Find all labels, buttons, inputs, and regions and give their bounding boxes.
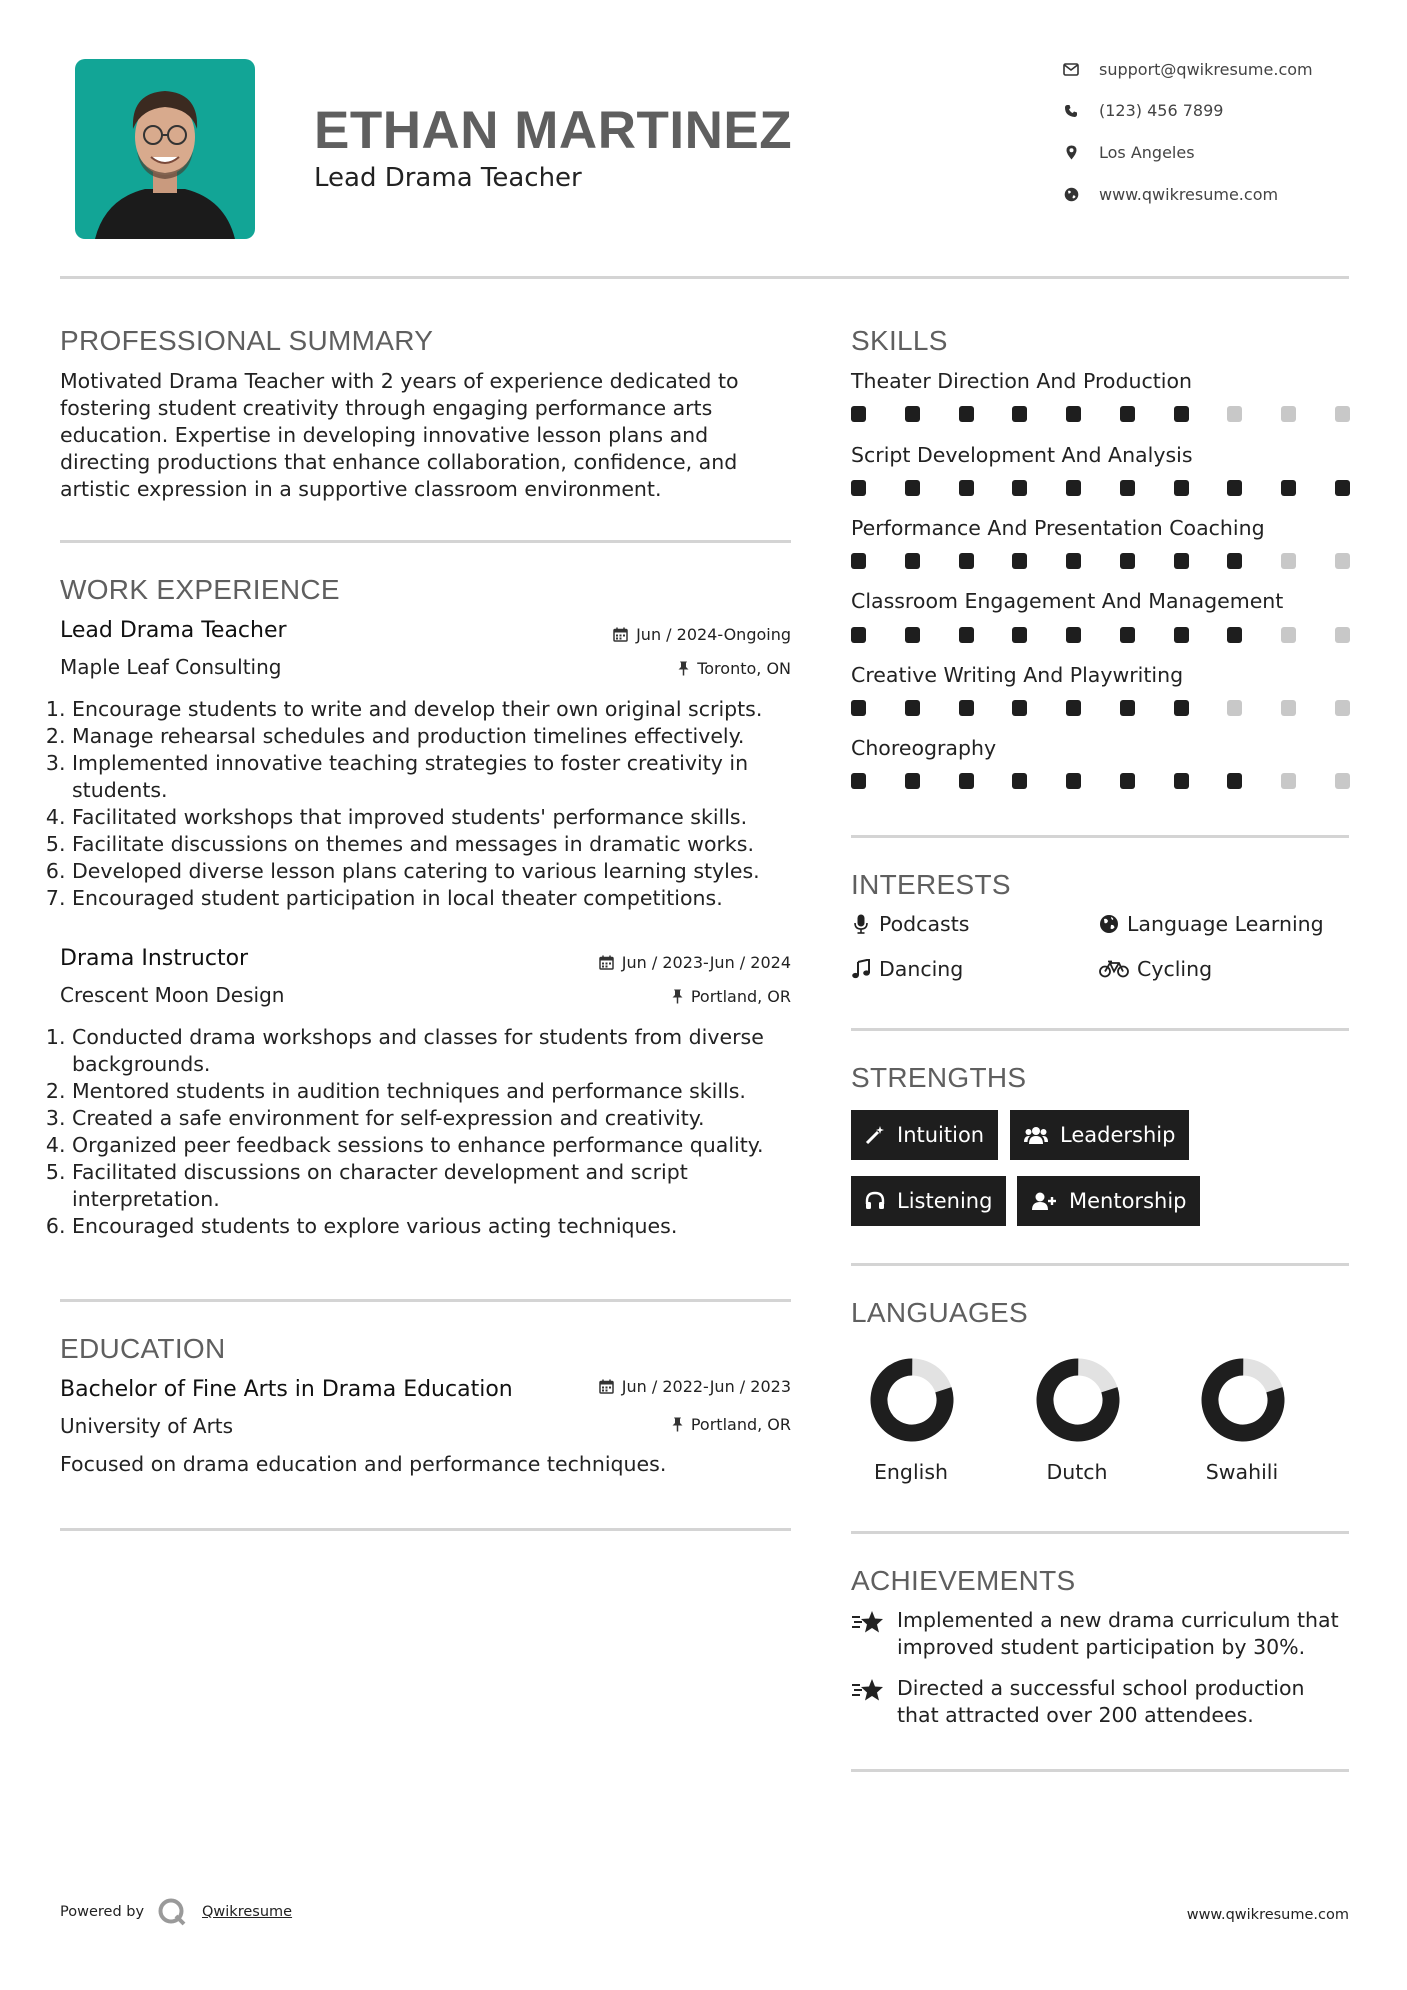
skill-dot-filled: [959, 627, 974, 643]
contact-phone-text: (123) 456 7899: [1099, 101, 1224, 120]
strength-label: Listening: [897, 1189, 993, 1213]
calendar-icon: [599, 955, 614, 970]
education-dates: [599, 1377, 791, 1396]
language-label: Swahili: [1205, 1460, 1279, 1484]
skills-divider: [851, 835, 1349, 838]
skill-dot-filled: [905, 480, 920, 496]
skill-dot-empty: [1335, 700, 1350, 716]
list-item: 3. Implemented innovative teaching strategies to foster creativity in students.: [72, 750, 792, 804]
languages-title: LANGUAGES: [851, 1297, 1028, 1328]
contact-email-text: support@qwikresume.com: [1099, 60, 1313, 79]
skill-label: Script Development And Analysis: [851, 443, 1193, 467]
skill-dot-filled: [851, 406, 866, 422]
skill-dot-filled: [1120, 553, 1135, 569]
job-1-location-text: Toronto, ON: [697, 659, 791, 678]
skill-dot-empty: [1335, 553, 1350, 569]
skill-dot-filled: [1012, 700, 1027, 716]
experience-title: WORK EXPERIENCE: [60, 574, 340, 605]
education-school: University of Arts: [60, 1414, 234, 1438]
achievements-divider: [851, 1769, 1349, 1772]
contact-website-text: www.qwikresume.com: [1099, 185, 1279, 204]
interest-dancing: [851, 957, 963, 981]
list-item: 4. Facilitated workshops that improved students' performance skills.: [72, 804, 792, 831]
job-1-title: Lead Drama Teacher: [60, 618, 287, 643]
skill-rating: [851, 627, 1350, 643]
pushpin-icon: [678, 661, 689, 676]
skill-dot-filled: [905, 627, 920, 643]
skill-dot-filled: [851, 773, 866, 789]
education-divider: [60, 1528, 791, 1531]
list-item: 6. Developed diverse lesson plans catering to various learning styles.: [72, 858, 792, 885]
list-item: 1. Conducted drama workshops and classes for students from diverse backgrounds.: [72, 1024, 792, 1078]
skill-dot-empty: [1335, 406, 1350, 422]
skill-dot-filled: [1227, 627, 1242, 643]
job-1-dates: [613, 625, 791, 644]
microphone-icon: [851, 914, 871, 934]
list-item: 5. Facilitate discussions on themes and messages in dramatic works.: [72, 831, 792, 858]
user-plus-icon: [1031, 1191, 1057, 1211]
skill-dot-filled: [851, 480, 866, 496]
skill-label: Theater Direction And Production: [851, 369, 1193, 393]
skill-label: Classroom Engagement And Management: [851, 589, 1284, 613]
skill-rating: [851, 480, 1350, 496]
achievement-item: [851, 1607, 1351, 1661]
job-2-location-text: Portland, OR: [690, 987, 791, 1006]
job-1-org: Maple Leaf Consulting: [60, 655, 282, 679]
language-ring: [1200, 1357, 1286, 1447]
skill-dot-filled: [1281, 480, 1296, 496]
language-ring-chart: [1200, 1357, 1286, 1443]
summary-divider: [60, 540, 791, 543]
skill-rating: [851, 700, 1350, 716]
skill-dot-filled: [959, 773, 974, 789]
interest-label: Dancing: [879, 957, 964, 981]
calendar-icon: [599, 1379, 614, 1394]
profile-photo: [75, 59, 255, 239]
contact-location-text: Los Angeles: [1099, 143, 1195, 162]
skill-dot-filled: [1066, 773, 1081, 789]
skill-dot-filled: [1174, 480, 1189, 496]
shooting-star-icon: [851, 1609, 885, 1661]
list-item: 1. Encourage students to write and develop their own original scripts.: [72, 696, 792, 723]
job-2-duties: [54, 1024, 792, 1240]
skill-dot-filled: [905, 700, 920, 716]
shooting-star-icon: [851, 1677, 885, 1729]
skill-dot-filled: [1120, 627, 1135, 643]
skill-dot-filled: [1227, 773, 1242, 789]
achievements-title: ACHIEVEMENTS: [851, 1565, 1076, 1596]
contact-email[interactable]: [1063, 60, 1363, 79]
skill-dot-empty: [1281, 700, 1296, 716]
skill-dot-empty: [1335, 627, 1350, 643]
language-ring: [1035, 1357, 1121, 1447]
skill-dot-empty: [1281, 406, 1296, 422]
skill-label: Creative Writing And Playwriting: [851, 663, 1184, 687]
list-item: 2. Manage rehearsal schedules and production timelines effectively.: [72, 723, 792, 750]
skill-dot-filled: [905, 773, 920, 789]
candidate-role: Lead Drama Teacher: [314, 163, 582, 193]
globe-icon: [1063, 187, 1079, 203]
achievement-text: Directed a successful school production that attracted over 200 attendees.: [897, 1676, 1305, 1727]
skill-dot-filled: [1174, 553, 1189, 569]
achievement-text: Implemented a new drama curriculum that improved student participation by 30%.: [897, 1608, 1339, 1659]
skill-dot-filled: [959, 406, 974, 422]
map-pin-icon: [1063, 145, 1079, 161]
skill-dot-filled: [1066, 627, 1081, 643]
interest-podcasts: [851, 912, 969, 936]
skill-dot-filled: [1174, 406, 1189, 422]
skill-dot-empty: [1335, 773, 1350, 789]
list-item: 3. Created a safe environment for self-expression and creativity.: [72, 1105, 792, 1132]
language-ring: [869, 1357, 955, 1447]
interest-cycling: [1099, 957, 1212, 981]
skill-rating: [851, 553, 1350, 569]
contact-phone[interactable]: [1063, 101, 1363, 120]
skill-dot-empty: [1227, 406, 1242, 422]
skill-dot-filled: [851, 700, 866, 716]
job-2-title: Drama Instructor: [60, 946, 249, 971]
languages-divider: [851, 1531, 1349, 1534]
skill-label: Choreography: [851, 736, 997, 760]
candidate-name: ETHAN MARTINEZ: [314, 101, 793, 160]
contact-location: [1063, 143, 1363, 162]
pushpin-icon: [672, 1417, 683, 1432]
education-degree: Bachelor of Fine Arts in Drama Education: [60, 1377, 513, 1402]
interest-label: Cycling: [1137, 957, 1213, 981]
education-title: EDUCATION: [60, 1333, 226, 1364]
education-description: Focused on drama education and performance techniques.: [60, 1452, 667, 1476]
job-2-org: Crescent Moon Design: [60, 983, 285, 1007]
qwikresume-logo-icon: [157, 1897, 187, 1931]
users-icon: [1024, 1125, 1048, 1145]
skill-dot-filled: [1012, 553, 1027, 569]
job-2-location: [672, 987, 791, 1006]
language-ring-chart: [869, 1357, 955, 1443]
music-note-icon: [851, 959, 871, 979]
job-2-dates: [599, 953, 791, 972]
job-2-dates-text: Jun / 2023-Jun / 2024: [621, 953, 791, 972]
language-label: English: [873, 1460, 949, 1484]
skill-dot-filled: [1174, 773, 1189, 789]
strength-chip: [851, 1176, 1006, 1226]
list-item: 6. Encouraged students to explore various acting techniques.: [72, 1213, 792, 1240]
interest-label: Language Learning: [1127, 912, 1324, 936]
strength-label: Mentorship: [1069, 1189, 1187, 1213]
footer-url-link[interactable]: www.qwikresume.com: [1186, 1907, 1349, 1923]
strength-label: Intuition: [897, 1123, 985, 1147]
skill-dot-filled: [1174, 627, 1189, 643]
contact-website[interactable]: [1063, 185, 1363, 204]
strength-chip: [851, 1110, 998, 1160]
skill-dot-empty: [1227, 700, 1242, 716]
skill-dot-filled: [1120, 406, 1135, 422]
skill-dot-filled: [1012, 480, 1027, 496]
skill-dot-filled: [1066, 406, 1081, 422]
achievement-item: [851, 1675, 1351, 1729]
pushpin-icon: [672, 989, 683, 1004]
interests-title: INTERESTS: [851, 869, 1011, 900]
skill-rating: [851, 406, 1350, 422]
list-item: 5. Facilitated discussions on character development and script interpretation.: [72, 1159, 792, 1213]
interest-language-learning: [1099, 912, 1324, 936]
skill-dot-filled: [851, 553, 866, 569]
skill-dot-filled: [1066, 480, 1081, 496]
skill-dot-empty: [1281, 627, 1296, 643]
skill-dot-filled: [959, 700, 974, 716]
skill-dot-filled: [1120, 480, 1135, 496]
list-item: 4. Organized peer feedback sessions to enhance performance quality.: [72, 1132, 792, 1159]
envelope-icon: [1063, 62, 1079, 78]
strength-chip: [1017, 1176, 1200, 1226]
bicycle-icon: [1099, 960, 1129, 978]
calendar-icon: [613, 627, 628, 642]
skill-dot-filled: [905, 406, 920, 422]
phone-icon: [1063, 103, 1079, 119]
skills-title: SKILLS: [851, 325, 948, 356]
education-location: [672, 1415, 791, 1434]
header-divider: [60, 276, 1349, 279]
education-location-text: Portland, OR: [690, 1415, 791, 1434]
skill-dot-filled: [1066, 553, 1081, 569]
skill-dot-filled: [1066, 700, 1081, 716]
strengths-divider: [851, 1263, 1349, 1266]
globe-icon: [1099, 914, 1119, 934]
summary-text: Motivated Drama Teacher with 2 years of experience dedicated to fostering student creativity through engaging performance arts education. Expertise in developing innovative lesson plans and directing productions that enhance collaboration, confidence, and artistic expression in a supportive classroom environment.: [60, 369, 739, 501]
skill-dot-filled: [1174, 700, 1189, 716]
education-dates-text: Jun / 2022-Jun / 2023: [621, 1377, 791, 1396]
skill-dot-filled: [1227, 553, 1242, 569]
skill-dot-empty: [1281, 773, 1296, 789]
skill-rating: [851, 773, 1350, 789]
skill-dot-filled: [959, 480, 974, 496]
footer-brand-link[interactable]: Qwikresume: [202, 1904, 293, 1920]
skill-dot-filled: [1012, 773, 1027, 789]
list-item: 2. Mentored students in audition techniques and performance skills.: [72, 1078, 792, 1105]
magic-wand-icon: [865, 1125, 885, 1145]
skill-dot-filled: [1012, 627, 1027, 643]
skill-label: Performance And Presentation Coaching: [851, 516, 1265, 540]
skill-dot-filled: [1120, 700, 1135, 716]
strength-label: Leadership: [1060, 1123, 1176, 1147]
job-1-dates-text: Jun / 2024-Ongoing: [636, 625, 791, 644]
skill-dot-filled: [1120, 773, 1135, 789]
footer-powered-by: Powered by: [60, 1904, 145, 1920]
experience-divider: [60, 1299, 791, 1302]
headphones-icon: [865, 1191, 885, 1211]
skill-dot-filled: [1227, 480, 1242, 496]
job-1-duties: [54, 696, 792, 912]
language-ring-chart: [1035, 1357, 1121, 1443]
interest-label: Podcasts: [879, 912, 970, 936]
skill-dot-filled: [905, 553, 920, 569]
list-item: 7. Encouraged student participation in local theater competitions.: [72, 885, 792, 912]
summary-title: PROFESSIONAL SUMMARY: [60, 325, 434, 356]
skill-dot-filled: [959, 553, 974, 569]
interests-divider: [851, 1028, 1349, 1031]
job-1-location: [678, 659, 791, 678]
skill-dot-filled: [1335, 480, 1350, 496]
skill-dot-empty: [1281, 553, 1296, 569]
skill-dot-filled: [851, 627, 866, 643]
language-label: Dutch: [1046, 1460, 1108, 1484]
skill-dot-filled: [1012, 406, 1027, 422]
strengths-title: STRENGTHS: [851, 1062, 1027, 1093]
strength-chip: [1010, 1110, 1189, 1160]
